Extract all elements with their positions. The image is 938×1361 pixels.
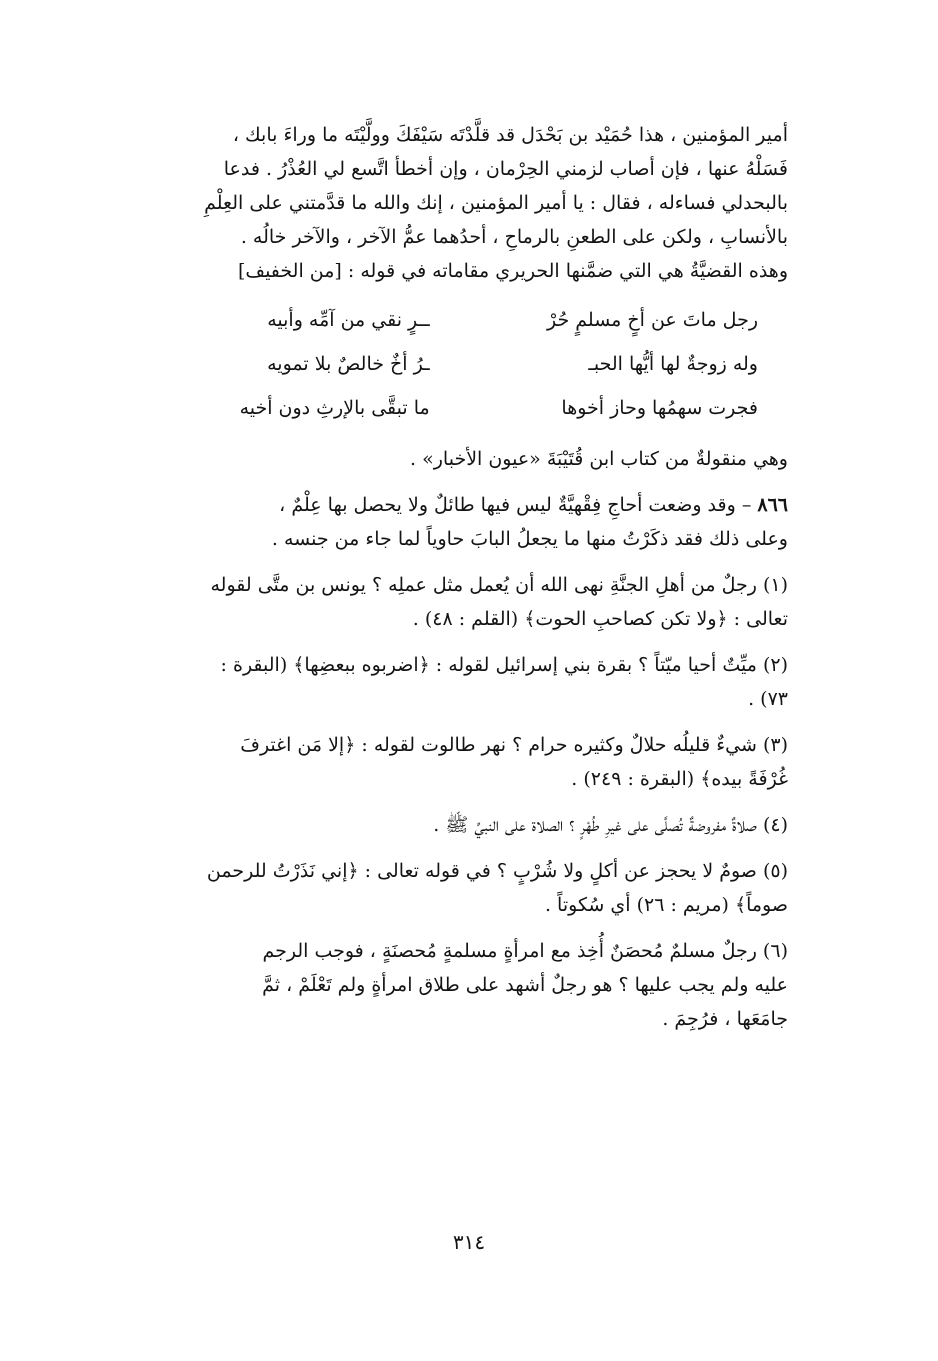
section-heading-line (120, 488, 788, 522)
text-line: (٥) صومٌ لا يحجز عن أكلٍ ولا شُرْبٍ ؟ في قوله تعالى : ﴿إني نَذَرْتُ للرحمن (206, 860, 788, 882)
question-6 (120, 934, 788, 1036)
verse-first-hemistich: فجرت سهمُها وحاز أخوها (561, 397, 758, 419)
section-866 (120, 488, 788, 556)
text-line: أمير المؤمنين ، هذا حُمَيْد بن بَحْدَل قد قلَّدْتَه سَيْفَكَ وولَّيْتَه ما وراءَ بابك ، (232, 124, 788, 146)
text-line: غُرْفَةً بيده﴾ (البقرة : ٢٤٩) . (571, 768, 788, 790)
poem (150, 298, 758, 430)
question-5 (120, 854, 788, 922)
verse-second-hemistich: ـرُ أخٌ خالصٌ بلا تمويه (267, 353, 430, 375)
poem-verse (150, 298, 758, 342)
poem-verse (150, 386, 758, 430)
source-line: وهي منقولةٌ من كتاب ابن قُتَيْبَةَ «عيون الأخبار» . (410, 448, 788, 470)
text-line: (٦) رجلٌ مسلمٌ مُحصَنٌ أُخِذ مع امرأةٍ مسلمةٍ مُحصنَةٍ ، فوجب الرجم (262, 940, 788, 962)
verse-second-hemistich: ما تبقَّى بالإرثِ دون أخيه (239, 397, 430, 419)
text-line: تعالى : ﴿ولا تكن كصاحبِ الحوت﴾ (القلم : ٤٨) . (412, 608, 788, 630)
page-body (120, 118, 788, 1036)
question-3 (120, 728, 788, 796)
text-line: (١) رجلٌ من أهلِ الجنَّةِ نهى الله أن يُعمل مثل عملِه ؟ يونس بن متَّى لقوله (210, 574, 788, 596)
intro-paragraph (120, 118, 788, 288)
text-line: فَسَلْهُ عنها ، فإن أصاب لزمني الحِرْمان ، وإن أخطأ اتَّسع لي العُذْرُ . فدعا (223, 158, 788, 180)
text-line: بالأنسابِ ، ولكن على الطعنِ بالرماحِ ، أحدُهما عمُّ الآخر ، والآخر خالُه . (240, 226, 788, 248)
page-number: ٣١٤ (452, 1230, 486, 1254)
question-1 (120, 568, 788, 636)
question-2 (120, 648, 788, 716)
text-line: ٧٣) . (748, 688, 788, 710)
text-line: (٣) شيءٌ قليلُه حلالٌ وكثيره حرام ؟ نهر طالوت لقوله : ﴿إلا مَن اغترفَ (240, 734, 788, 756)
text-line: بالبحدلي فساءله ، فقال : يا أمير المؤمنين ، إنك والله ما قدَّمتني على العِلْمِ (204, 192, 788, 214)
text-line: (٤) صلاةٌ مفروضةٌ تُصلَّى على غيرِ طُهْرٍ ؟ الصلاة على النبيِّ ﷺ . (433, 814, 788, 836)
verse-first-hemistich: رجل ماتَ عن أخٍ مسلمٍ حُرْ (547, 309, 758, 331)
section-text: – وقد وضعت أحاجِ فِقْهيَّةٌ ليس فيها طائلٌ ولا يحصل بها عِلْمٌ ، (279, 494, 758, 516)
verse-first-hemistich: وله زوجةٌ لها أيُّها الحبـ (588, 353, 758, 375)
text-line: وعلى ذلك فقد ذكَرْتُ منها ما يجعلُ البابَ حاوياً لما جاء من جنسه . (271, 528, 788, 550)
section-number: ٨٦٦ (757, 494, 788, 516)
text-line: (٢) ميِّتٌ أحيا ميّتاً ؟ بقرة بني إسرائيل لقوله : ﴿اضربوه ببعضِها﴾ (البقرة : (220, 654, 788, 676)
poem-intro: وهذه القضيَّةُ هي التي ضمَّنها الحريري مقاماته في قوله : [من الخفيف] (237, 260, 788, 282)
question-4 (120, 808, 788, 842)
text-line: صوماً﴾ (مريم : ٢٦) أي سُكوتاً . (544, 894, 788, 916)
poem-verse (150, 342, 758, 386)
text-line: عليه ولم يجب عليها ؟ هو رجلٌ أشهد على طلاق امرأةٍ ولم تَعْلَمْ ، ثمَّ (262, 974, 788, 996)
verse-second-hemistich: ــرٍ نقي من آمِّه وأبيه (267, 309, 430, 331)
text-line: جامَعَها ، فرُجِمَ . (662, 1008, 788, 1030)
